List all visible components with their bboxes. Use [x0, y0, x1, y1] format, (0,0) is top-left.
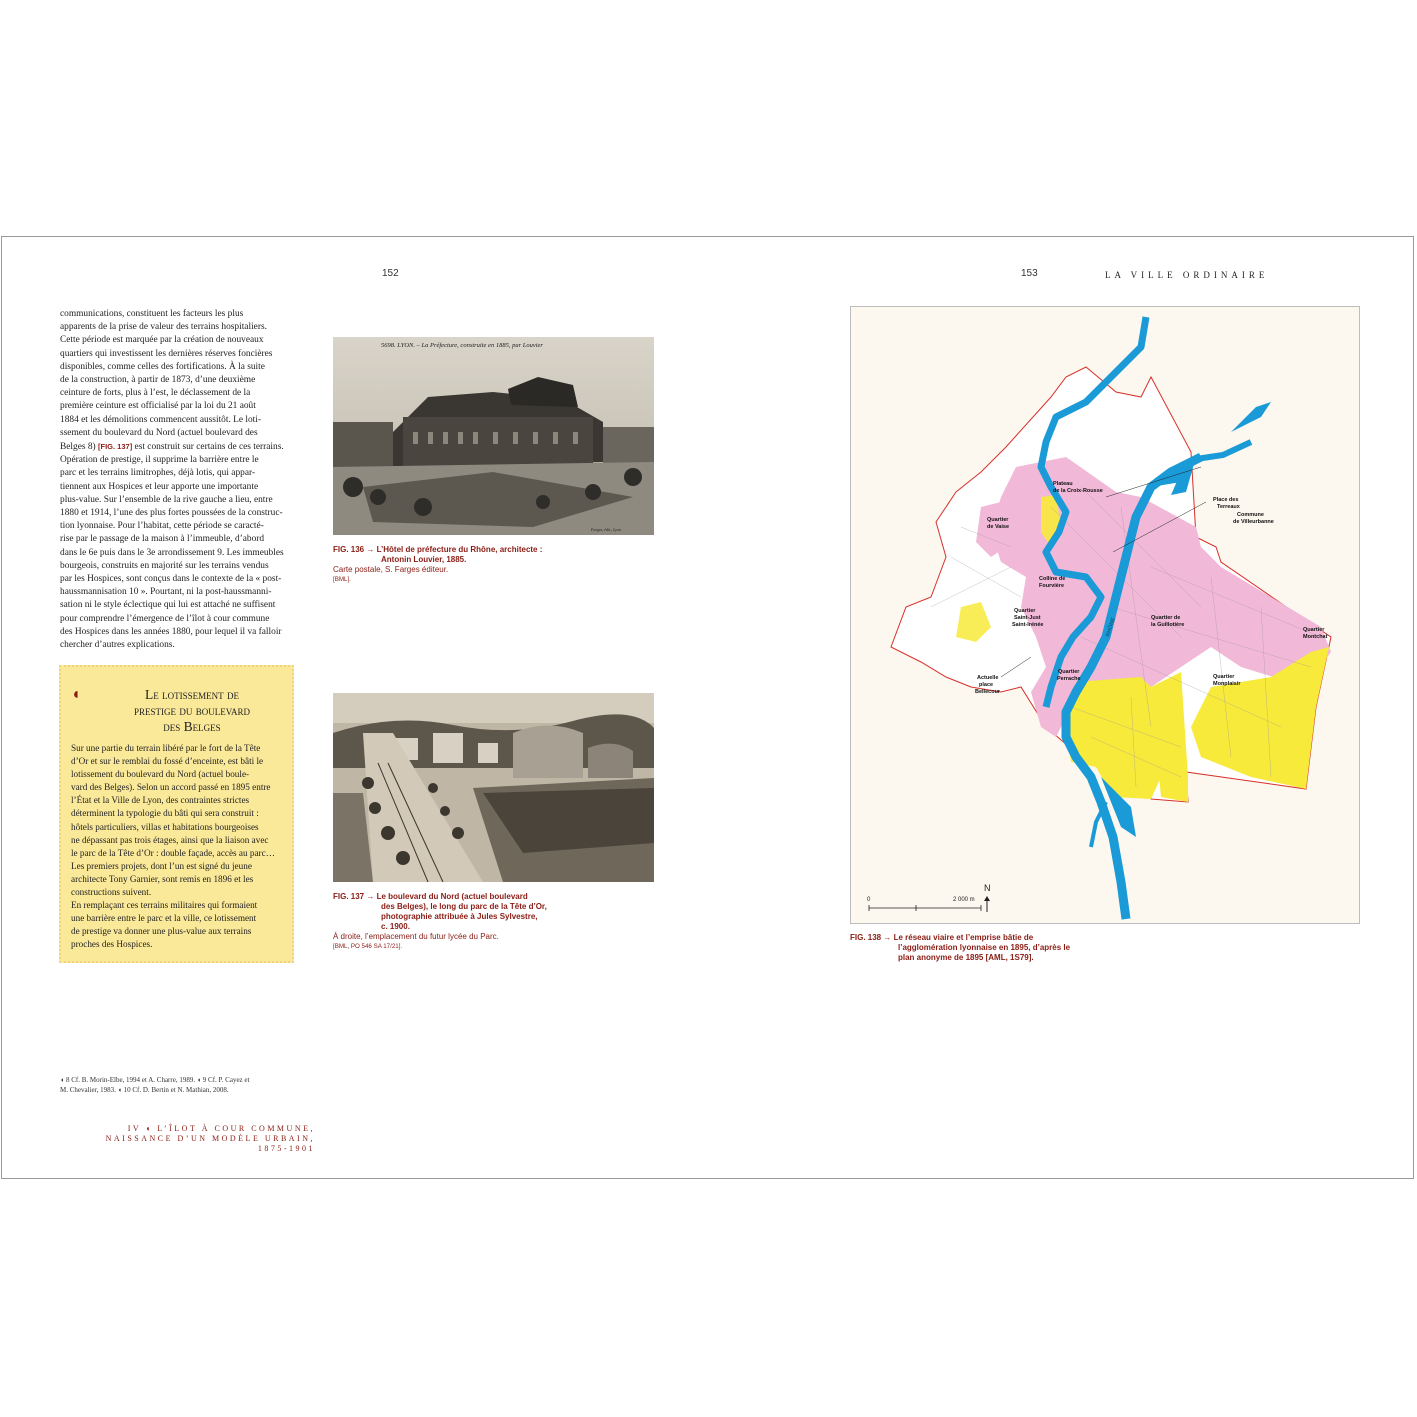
fig-136-line: → L’Hôtel de préfecture du Rhône, architecte : — [366, 545, 543, 554]
body-line: des Hospices dans les années 1880, pour lequel il va falloir — [60, 626, 282, 637]
body-line: plus-value. Sur l’ensemble de la rive gauche a lieu, entre — [60, 494, 273, 505]
map-label: Saint-Just — [1014, 615, 1041, 621]
body-line: apparents de la prise de valeur des terrains hospitaliers. — [60, 322, 267, 333]
fig-136-photo-caption: 5698. LYON. – La Préfecture, construite en 1885, par Louvier — [381, 342, 543, 349]
map-label: Colline de — [1039, 576, 1066, 582]
body-line: Belges 8) — [60, 442, 96, 453]
fig-136-caption — [333, 545, 653, 585]
crescent-icon: ◖ — [71, 686, 81, 703]
lyon-map — [851, 307, 1359, 923]
fig-137-line: c. 1900. — [381, 922, 410, 931]
fig-136-source: [BML]. — [333, 576, 351, 583]
scale-end: 2 000 m — [953, 897, 975, 903]
section-footer-line: IV ◖ L’ÎLOT À COUR COMMUNE, — [127, 1124, 315, 1133]
map-label: Quartier — [1213, 674, 1235, 680]
box-line: vard des Belges). Selon un accord passé en 1895 entre — [71, 782, 271, 793]
fig-137-note: À droite, l’emplacement du futur lycée du Parc. — [333, 932, 499, 941]
map-label: Saint-Irénée — [1012, 622, 1044, 628]
section-footer-line: 1875-1901 — [257, 1144, 315, 1153]
box-line: architecte Tony Garnier, sont remis en 1896 et les — [71, 873, 254, 884]
box-line: l’État et la Ville de Lyon, des contraintes strictes — [71, 795, 250, 806]
box-line: déterminent la typologie du bâti qui sera construit : — [71, 808, 259, 819]
fig-137-label: FIG. 137 — [333, 892, 365, 901]
fig-137-reference[interactable]: [FIG. 137] — [98, 442, 133, 452]
body-line: tion lyonnaise. Pour l’habitat, cette période se caracté- — [60, 521, 264, 532]
page-number-left: 152 — [382, 268, 399, 279]
north-arrow-icon — [984, 883, 991, 912]
box-title — [97, 687, 287, 735]
box-line: proches des Hospices. — [71, 939, 153, 950]
body-text — [60, 308, 297, 652]
box-line: d’Or et sur le remblai du fossé d’enceinte, est bâti le — [71, 756, 264, 767]
map-label: de Vaise — [987, 524, 1010, 530]
map-label: Quartier — [987, 517, 1009, 523]
footnote-line: M. Chevalier, 1983. ◖ 10 Cf. D. Bertin et N. Mathian, 2008. — [60, 1086, 229, 1094]
fig-137-photo — [333, 693, 654, 882]
map-frame — [850, 306, 1360, 924]
body-line: tiennent aux Hospices et leur apporte une importante — [60, 481, 259, 492]
map-label: la Guillotière — [1151, 622, 1185, 628]
body-line: de la construction, à partir de 1873, d’une deuxième — [60, 375, 256, 386]
footnotes — [60, 1075, 300, 1095]
body-line: parc et les terrains limitrophes, déjà lotis, qui appar- — [60, 468, 256, 479]
box-line: lotissement du boulevard du Nord (actuel boule- — [71, 769, 250, 780]
map-label: Monplaisir — [1213, 681, 1241, 687]
body-line: 1880 et 1914, l’une des plus fortes poussées de la construc- — [60, 508, 283, 519]
map-label: Perrache — [1057, 676, 1081, 682]
body-line: dans le 6e puis dans le 3e arrondissement 9. Les immeubles — [60, 547, 284, 558]
scale-bar — [867, 897, 981, 911]
body-line: chercher d’autres explications. — [60, 640, 175, 651]
body-line: ssement du boulevard du Nord (actuel boulevard des — [60, 427, 258, 438]
fig-138-label: FIG. 138 — [850, 933, 882, 942]
box-line: de prestige va donner une plus-value aux terrains — [71, 926, 252, 937]
box-line: une barrière entre le parc et la ville, ce lotissement — [71, 913, 257, 924]
sidebar-box — [59, 665, 294, 963]
map-label: Plateau — [1053, 481, 1073, 487]
fig-137-line: photographie attribuée à Jules Sylvestre, — [381, 912, 538, 921]
body-line-with-ref — [60, 440, 297, 454]
map-label: Actuelle — [977, 675, 999, 681]
map-label: de Villeurbanne — [1233, 519, 1274, 525]
fig-137-line: des Belges), le long du parc de la Tête d’Or, — [381, 902, 547, 911]
body-line: haussmannisation 10 ». Pourtant, ni la post-haussmanni- — [60, 587, 272, 598]
map-label: Quartier — [1014, 608, 1036, 614]
book-spread — [1, 236, 1414, 1179]
map-label: Terreaux — [1217, 504, 1240, 510]
map-label: Quartier — [1303, 627, 1325, 633]
footnote-line: ◖ 8 Cf. B. Morin-Elbe, 1994 et A. Charre, 1989. ◖ 9 Cf. P. Cayez et — [60, 1076, 250, 1084]
map-label: de la Croix-Rousse — [1053, 488, 1103, 494]
box-line: Sur une partie du terrain libéré par le fort de la Tête — [71, 743, 261, 753]
map-label: Place des — [1213, 497, 1239, 503]
body-line: disponibles, comme celles des fortifications. À la suite — [60, 361, 265, 372]
body-line: pour comprendre l’émergence de l’îlot à cour commune — [60, 613, 270, 624]
river-label: RHÔNE — [1105, 616, 1118, 638]
box-line: En remplaçant ces terrains militaires qui formaient — [71, 900, 258, 911]
fig-136-note: Carte postale, S. Farges éditeur. — [333, 565, 449, 574]
body-line: 1884 et les démolitions commencent aussitôt. Le loti- — [60, 414, 262, 425]
fig-138-caption — [850, 933, 1110, 963]
box-title-line: Le lotissement de — [145, 687, 239, 702]
scale-zero: 0 — [867, 897, 871, 903]
fig-136-photo — [333, 337, 654, 535]
box-line: le parc de la Tête d’Or : double façade, accès au parc… — [71, 847, 275, 858]
section-footer-line: NAISSANCE D’UN MODÈLE URBAIN, — [105, 1134, 315, 1143]
running-head: LA VILLE ORDINAIRE — [1105, 270, 1269, 280]
map-label: Fourvière — [1039, 583, 1065, 589]
fig-136-line: Antonin Louvier, 1885. — [381, 555, 467, 564]
box-title-line: prestige du boulevard — [133, 703, 251, 718]
map-label: Quartier — [1058, 669, 1080, 675]
box-title-line: des Belges — [163, 719, 221, 734]
page-number-right: 153 — [1021, 268, 1038, 279]
body-line: par les Hospices, sont conçus dans le contexte de la « post- — [60, 574, 282, 585]
fig-138-line: → Le réseau viaire et l’emprise bâtie de — [883, 933, 1034, 942]
fig-136-photo-publisher: Farges, édit., Lyon — [591, 527, 622, 532]
box-text — [71, 742, 284, 952]
box-line: ne dépassant pas trois étages, ainsi que la liaison avec — [71, 834, 269, 845]
box-line: constructions suivent. — [71, 887, 152, 898]
body-line: rise par le passage de la maison à l’immeuble, d’abord — [60, 534, 265, 545]
fig-137-line: → Le boulevard du Nord (actuel boulevard — [366, 892, 528, 901]
map-label: Montchat — [1303, 634, 1328, 640]
body-line: Opération de prestige, il supprime la barrière entre le — [60, 455, 259, 466]
body-line: quartiers qui investissent les dernières réserves foncières — [60, 348, 273, 359]
body-line: Cette période est marquée par la création de nouveaux — [60, 335, 264, 346]
body-line: sation ni le style éclectique qui lui est attaché ne suffisent — [60, 600, 276, 611]
box-line: hôtels particuliers, villas et habitations bourgeoises — [71, 821, 259, 832]
box-line: Les premiers projets, dont l’un est signé du jeune — [71, 860, 252, 871]
body-line: communications, constituent les facteurs les plus — [60, 309, 244, 319]
fig-137-caption — [333, 892, 653, 952]
map-label: Quartier de — [1151, 615, 1181, 621]
body-line: première ceinture est officialisé par la loi du 21 août — [60, 401, 256, 412]
body-line: est construit sur certains de ces terrains. — [134, 442, 284, 453]
section-footer — [62, 1124, 315, 1154]
fig-137-source: [BML, PO 546 SA 17/21]. — [333, 943, 403, 950]
fig-136-label: FIG. 136 — [333, 545, 365, 554]
fig-138-line: l’agglomération lyonnaise en 1895, d’après le — [898, 943, 1071, 952]
map-label: Commune — [1237, 512, 1264, 518]
map-label: place — [979, 682, 994, 688]
body-line: bourgeois, construits en majorité sur les terrains vendus — [60, 560, 269, 571]
map-label: Bellecour — [975, 689, 1001, 695]
fig-138-line: plan anonyme de 1895 [AML, 1S79]. — [898, 953, 1034, 962]
body-line: ceinture de forts, plus à l’est, le déclassement de la — [60, 388, 251, 399]
north-label: N — [984, 883, 991, 893]
